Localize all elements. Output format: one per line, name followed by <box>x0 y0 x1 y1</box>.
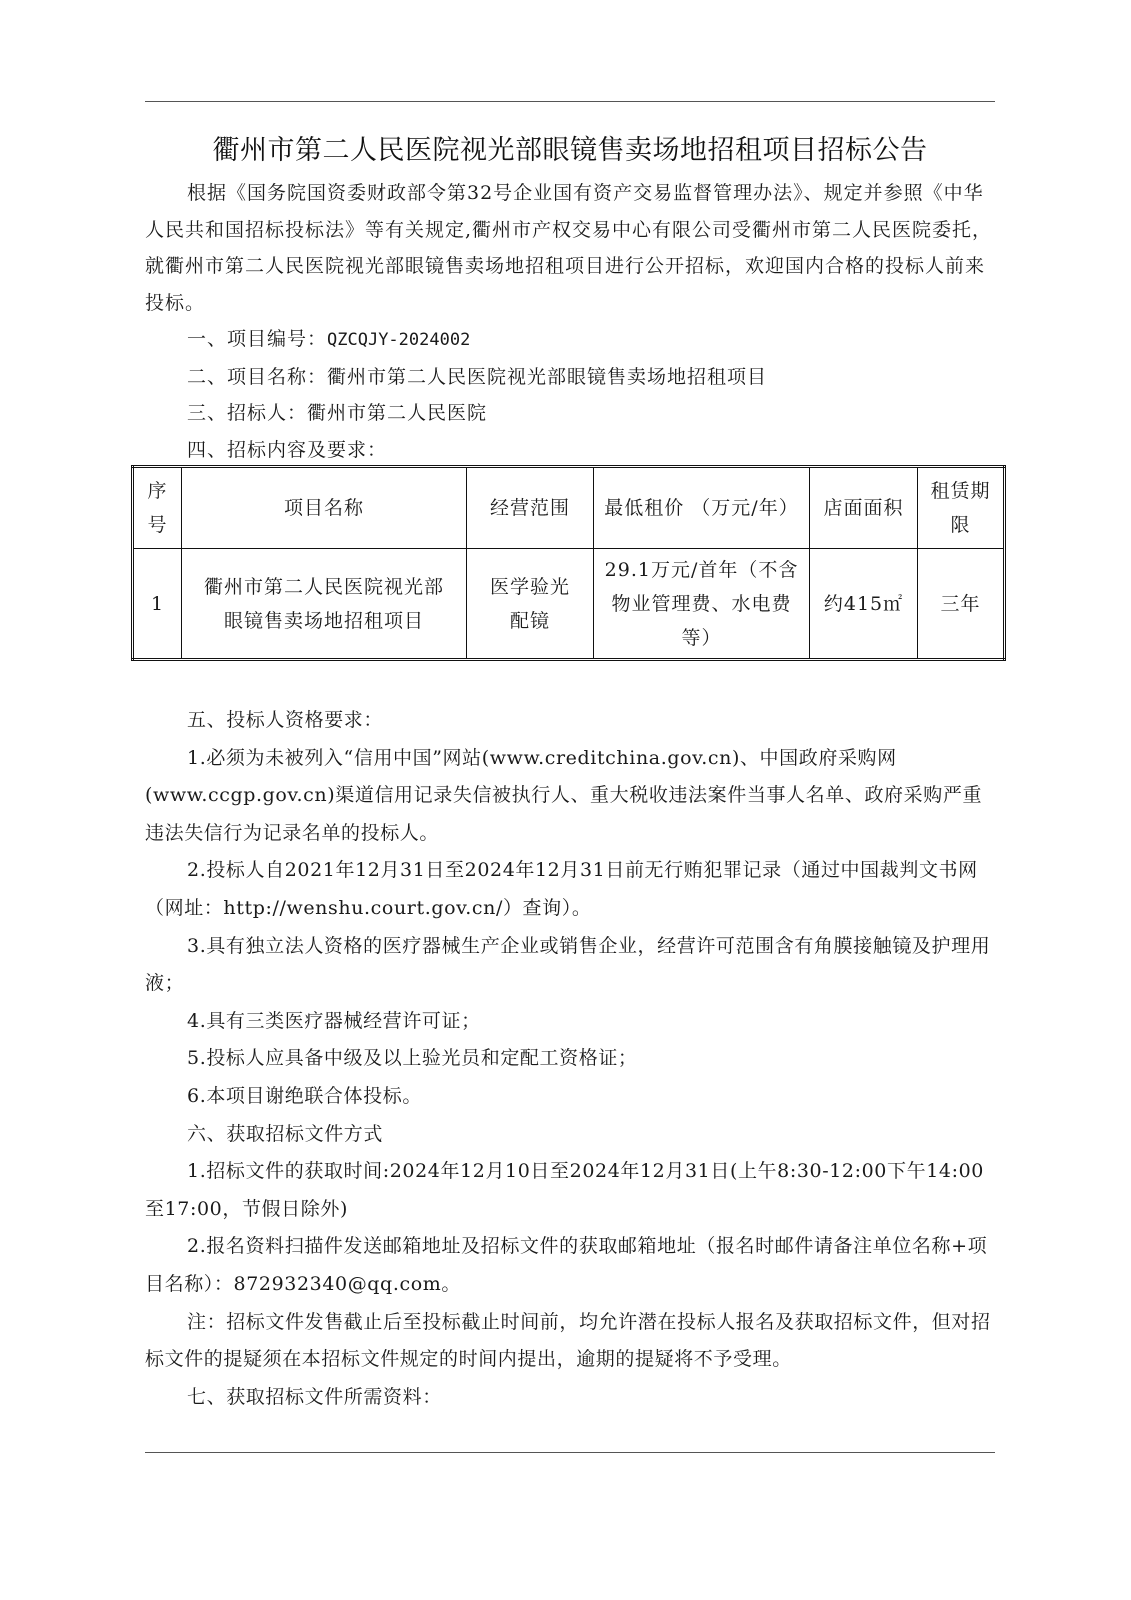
requirement-1: 1.必须为未被列入“信用中国”网站(www.creditchina.gov.cn)、中国政府采购网(www.ccgp.gov.cn)渠道信用记录失信被执行人、重大税收违法案件当事人名单、政府采购严重违法失信行为记录名单的投标人。 <box>145 746 983 844</box>
header-price: 最低租价 （万元/年） <box>594 467 810 549</box>
footer-rule <box>145 1452 995 1453</box>
header-scope: 经营范围 <box>467 467 594 549</box>
requirement-2: 2.投标人自2021年12月31日至2024年12月31日前无行贿犯罪记录（通过中国裁判文书网（网址：http://wenshu.court.gov.cn/）查询）。 <box>145 859 978 919</box>
tender-content-heading: 四、招标内容及要求： <box>187 438 388 461</box>
header-area: 店面面积 <box>810 467 918 549</box>
requirement-3: 3.具有独立法人资格的医疗器械生产企业或销售企业，经营许可范围含有角膜接触镜及护理用液； <box>145 934 991 995</box>
requirements-section <box>145 702 995 1416</box>
header-no: 序号 <box>133 467 182 549</box>
section6-heading: 六、获取招标文件方式 <box>187 1122 384 1145</box>
section7-heading: 七、获取招标文件所需资料： <box>187 1385 442 1408</box>
cell-area: 约415㎡ <box>810 549 918 660</box>
cell-name: 衢州市第二人民医院视光部眼镜售卖场地招租项目 <box>182 549 467 660</box>
project-number-value: QZCQJY-2024002 <box>327 330 471 350</box>
project-number-label: 一、项目编号： <box>187 328 328 350</box>
requirement-5: 5.投标人应具备中级及以上验光员和定配工资格证； <box>187 1047 638 1070</box>
intro-section <box>145 175 995 468</box>
header-rule <box>145 101 995 102</box>
header-name: 项目名称 <box>182 467 467 549</box>
table-header-row <box>133 467 1005 549</box>
header-term: 租赁期限 <box>918 467 1005 549</box>
cell-no: 1 <box>133 549 182 660</box>
cell-scope: 医学验光配镜 <box>467 549 594 660</box>
cell-term: 三年 <box>918 549 1005 660</box>
intro-paragraph: 根据《国务院国资委财政部令第32号企业国有资产交易监督管理办法》、规定并参照《中华人民共和国招标投标法》等有关规定,衢州市产权交易中心有限公司受衢州市第二人民医院委托，就衢州市第二人民医院视光部眼镜售卖场地招租项目进行公开招标，欢迎国内合格的投标人前来投标。 <box>145 182 993 314</box>
acquisition-email: 2.报名资料扫描件发送邮箱地址及招标文件的获取邮箱地址（报名时邮件请备注单位名称+项目名称）：872932340@qq.com。 <box>145 1235 988 1295</box>
tenderer: 三、招标人：衢州市第二人民医院 <box>187 402 488 424</box>
cell-price: 29.1万元/首年（不含物业管理费、水电费等） <box>594 549 810 660</box>
requirement-6: 6.本项目谢绝联合体投标。 <box>187 1084 422 1107</box>
requirement-4: 4.具有三类医疗器械经营许可证； <box>187 1009 481 1032</box>
document-title: 衢州市第二人民医院视光部眼镜售卖场地招租项目招标公告 <box>212 135 928 166</box>
tender-table <box>131 465 1006 661</box>
table-row <box>133 549 1005 660</box>
project-name: 二、项目名称：衢州市第二人民医院视光部眼镜售卖场地招租项目 <box>187 365 768 388</box>
note: 注：招标文件发售截止后至投标截止时间前，均允许潜在投标人报名及获取招标文件，但对招标文件的提疑须在本招标文件规定的时间内提出，逾期的提疑将不予受理。 <box>145 1310 991 1371</box>
project-number <box>145 321 995 359</box>
acquisition-time: 1.招标文件的获取时间:2024年12月10日至2024年12月31日(上午8:30-12:00下午14:00至17:00，节假日除外) <box>145 1160 984 1220</box>
section5-heading: 五、投标人资格要求： <box>187 709 384 731</box>
